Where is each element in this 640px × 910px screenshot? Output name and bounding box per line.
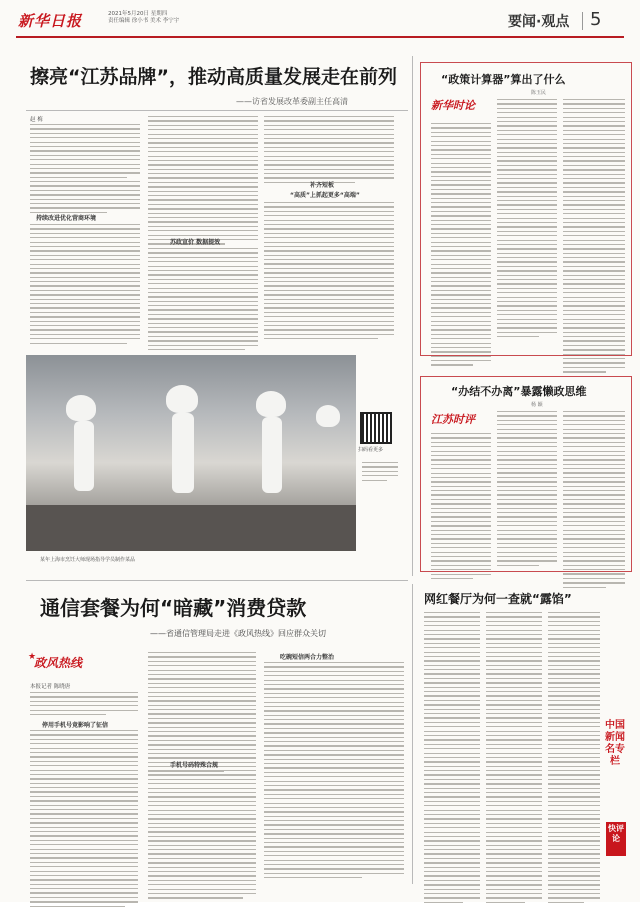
political-hotline-tag: [28, 652, 108, 676]
chef-figure: [74, 421, 94, 491]
main-headline: 擦亮“江苏品牌”，推动高质量发展走在前列: [30, 66, 397, 88]
opinion-author-2: 杨 颖: [531, 402, 543, 408]
masthead-divider: [582, 12, 583, 30]
newspaper-logo: 新华日报: [18, 12, 83, 30]
column-tag-1: 新华时论: [431, 99, 475, 112]
bottom-rule: [26, 580, 408, 581]
page-number: 5: [590, 9, 602, 30]
subhead-3: 补齐短板: [310, 182, 335, 189]
article-column-3: [264, 116, 394, 186]
main-byline: 赵 梅: [30, 117, 43, 123]
bottom-headline: 通信套餐为何“暗藏”消费贷款: [40, 596, 307, 620]
opinion-text-1a: [497, 99, 557, 340]
chef-figure: [172, 413, 194, 493]
opinion-box-mid: [420, 376, 632, 572]
article-column-3b: [264, 202, 394, 343]
column-vertical-label: 中国新闻名专栏: [605, 720, 625, 767]
bottom-subhead-2: 手机号码特殊合规: [170, 762, 219, 769]
commentary-text-c: [548, 612, 600, 906]
chef-hat: [256, 391, 286, 417]
bottom-subtitle: ——省通信管理局走进《政风热线》回应群众关切: [150, 629, 326, 638]
opinion-title-2: “办结不办离”暴露懒政思维: [451, 385, 587, 398]
chef-hat: [66, 395, 96, 421]
chef-hat: [316, 405, 340, 427]
commentary-text-b: [486, 612, 542, 906]
opinion-text-2b: [563, 411, 625, 591]
date-line: 2021年5月20日 星期四: [108, 11, 168, 17]
bottom-byline: 本报记者 陈晓唐: [30, 684, 71, 690]
photo-side-caption: [362, 462, 398, 484]
commentary-text-a: [424, 612, 480, 906]
kitchen-counter: [26, 505, 356, 551]
star-icon: ★: [28, 652, 37, 662]
hotline-tag-text: 政风热线: [34, 656, 83, 670]
subhead-4: “高质”上抓起更多“高端”: [290, 192, 360, 199]
bottom-column-2: [148, 652, 256, 775]
commentary-title: 网红餐厅为何一查就“露馅”: [424, 592, 572, 606]
chef-figure: [262, 417, 282, 493]
date-info: [108, 11, 179, 25]
editor-line: 责任编辑 徐小书 美术 李宁宇: [108, 18, 180, 24]
qr-code[interactable]: [362, 414, 390, 442]
subhead-1: 持续改进优化营商环境: [36, 215, 97, 222]
bottom-column-2b: [148, 770, 256, 902]
column-tag-2: 江苏时评: [431, 413, 475, 426]
quick-comment-badge: 快评论: [606, 822, 626, 856]
bottom-subhead-3: 吃碗短信两合力整治: [280, 654, 335, 661]
article-column-1: [30, 124, 140, 216]
opinion-text-1b: [563, 99, 625, 376]
bottom-subhead-1: 停用手机号竟影响了征信: [42, 722, 109, 729]
main-subtitle: ——访省发展改革委副主任高清: [236, 97, 348, 106]
section-name: 要闻·观点: [508, 14, 570, 30]
opinion-text-2a: [497, 411, 557, 569]
opinion-text-1c: [431, 123, 491, 369]
article-column-2: [148, 116, 258, 248]
opinion-box-top: [420, 62, 632, 356]
bottom-column-3: [264, 662, 404, 882]
chef-hat: [166, 385, 198, 413]
masthead: [16, 8, 624, 38]
article-column-1b: [30, 224, 140, 347]
qr-caption: 扫码看更多: [358, 447, 384, 453]
subhead-2: 苏政宣价 数据提效: [170, 239, 221, 246]
opinion-author-1: 陈玉民: [531, 90, 547, 96]
bottom-column-1b: [30, 730, 138, 910]
article-column-2b: [148, 248, 258, 353]
opinion-text-2c: [431, 433, 491, 582]
photo-caption: 某年上海市烹饪大师现场指导学员制作菜品: [40, 557, 136, 563]
headline-rule: [26, 110, 408, 111]
bottom-column-1: [30, 692, 138, 718]
column-divider: [412, 56, 413, 576]
commentary-box: [420, 588, 630, 878]
article-photo: [26, 355, 356, 551]
bottom-divider: [412, 584, 413, 884]
opinion-title-1: “政策计算器”算出了什么: [441, 73, 566, 86]
